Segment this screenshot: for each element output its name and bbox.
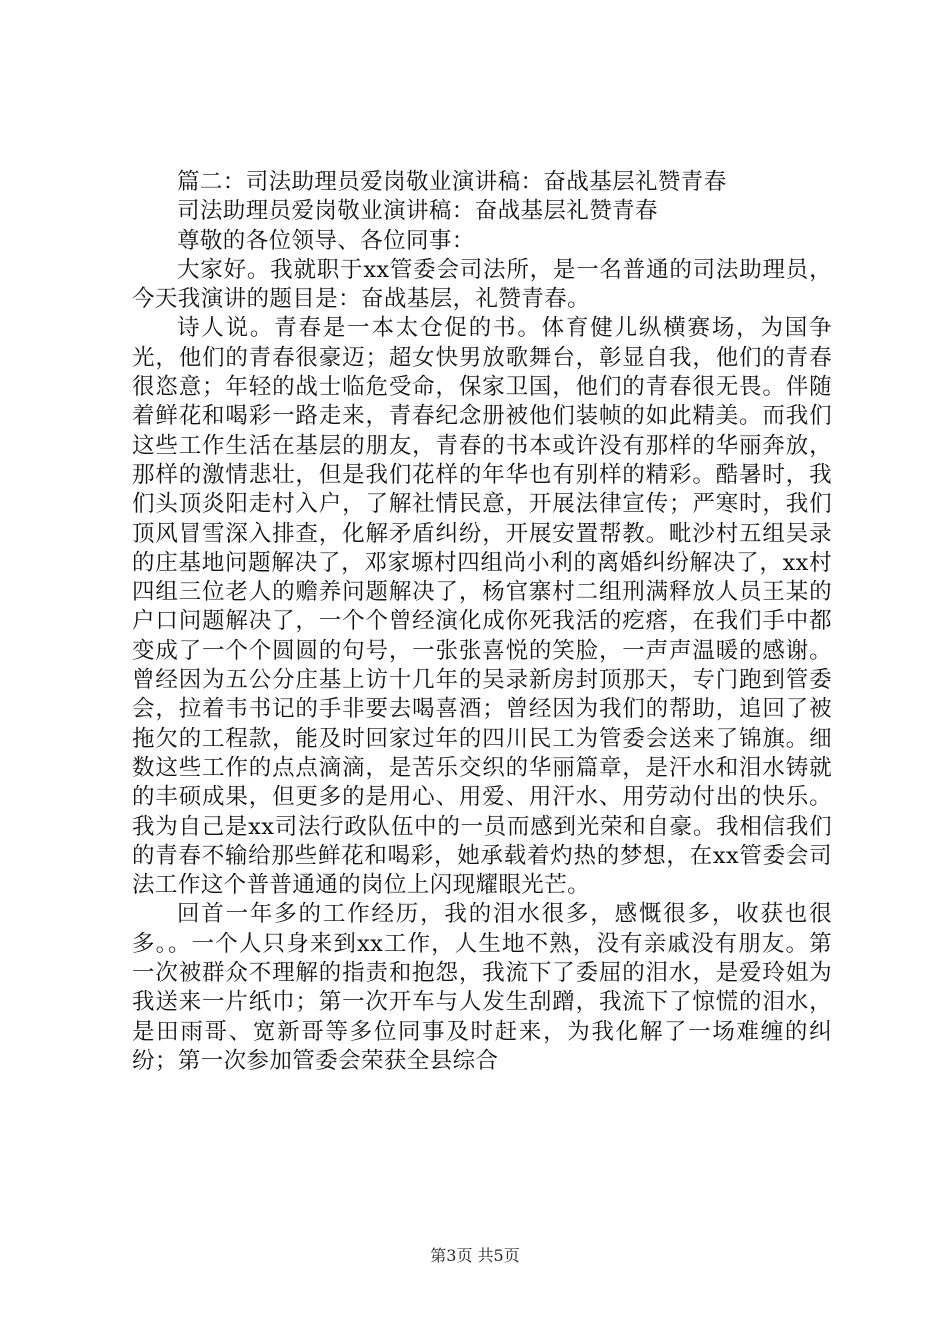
paragraph-experience: 回首一年多的工作经历，我的泪水很多，感慨很多，收获也很多。。一个人只身来到xx工作，人生地不熟，没有亲戚没有朋友。第一次被群众不理解的指责和抱怨，我流下了委屈的泪水，是爱玲姐为我送来一片纸巾；第一次开车与人发生刮蹭，我流下了惊慌的泪水，是田雨哥、宽新哥等多位同事及时赶来，为我化解了一场难缠的纠纷；第一次参加管委会荣获全县综合 (132, 901, 832, 1074)
page-number-footer: 第3页 共5页 (430, 1246, 520, 1265)
speech-title: 司法助理员爱岗敬业演讲稿：奋战基层礼赞青春 (177, 198, 658, 225)
document-body (132, 168, 832, 1076)
paragraph-youth: 诗人说。青春是一本太仓促的书。体育健儿纵横赛场，为国争光，他们的青春很豪迈；超女快男放歌舞台，彰显自我，他们的青春很恣意；年轻的战士临危受命，保家卫国，他们的青春很无畏。伴随着鲜花和喝彩一路走来，青春纪念册被他们装帧的如此精美。而我们这些工作生活在基层的朋友，青春的书本或许没有那样的华丽奔放，那样的激情悲壮，但是我们花样的年华也有别样的精彩。酷暑时，我们头顶炎阳走村入户，了解社情民意，开展法律宣传；严寒时，我们顶风冒雪深入排查，化解矛盾纠纷，开展安置帮教。毗沙村五组吴录的庄基地问题解决了，邓家塬村四组尚小利的离婚纠纷解决了，xx村四组三位老人的赡养问题解决了，杨官寨村二组刑满释放人员王某的户口问题解决了，一个个曾经演化成你死我活的疙瘩，在我们手中都变成了一个个圆圆的句号，一张张喜悦的笑脸，一声声温暖的感谢。曾经因为五公分庄基上访十几年的吴录新房封顶那天，专门跑到管委会，拉着韦书记的手非要去喝喜酒；曾经因为我们的帮助，追回了被拖欠的工程款，能及时回家过年的四川民工为管委会送来了锦旗。细数这些工作的点点滴滴，是苦乐交织的华丽篇章，是汗水和泪水铸就的丰硕成果，但更多的是用心、用爱、用汗水、用劳动付出的快乐。我为自己是xx司法行政队伍中的一员而感到光荣和自豪。我相信我们的青春不输给那些鲜花和喝彩，她承载着灼热的梦想，在xx管委会司法工作这个普普通通的岗位上闪现耀眼光芒。 (132, 315, 832, 899)
section-heading: 篇二：司法助理员爱岗敬业演讲稿：奋战基层礼赞青春 (177, 169, 727, 195)
salutation: 尊敬的各位领导、各位同事： (177, 227, 475, 254)
paragraph-intro: 大家好。我就职于xx管委会司法所，是一名普通的司法助理员，今天我演讲的题目是：奋战基层，礼赞青春。 (132, 256, 832, 313)
